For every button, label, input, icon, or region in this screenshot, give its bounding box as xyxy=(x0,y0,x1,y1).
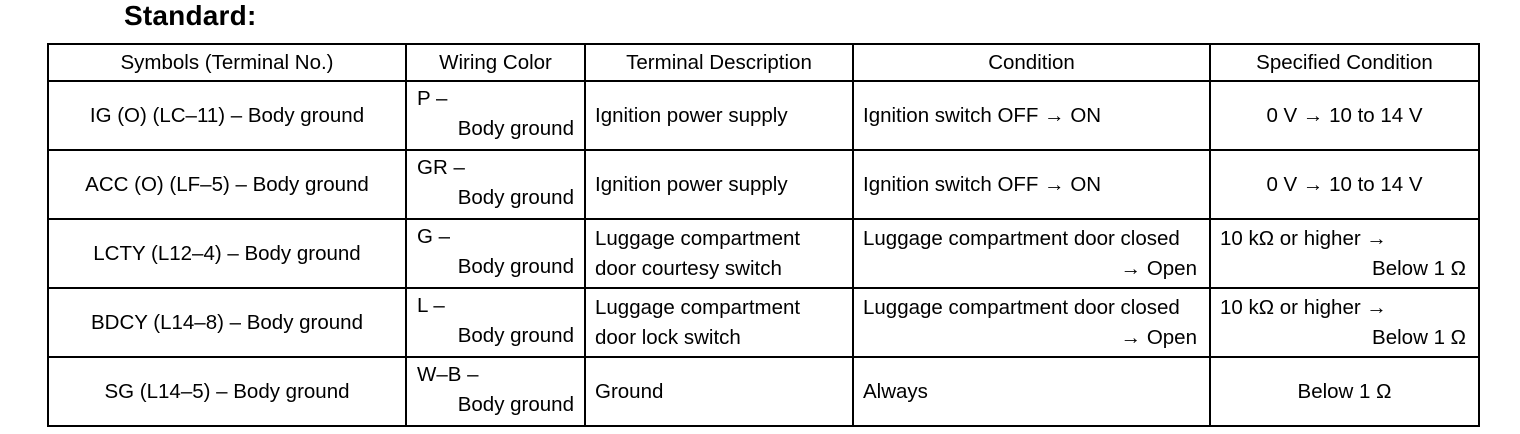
description-line-1: Luggage compartment xyxy=(595,226,801,250)
description-line-2: door courtesy switch xyxy=(595,256,782,280)
table-body xyxy=(48,81,1479,426)
header-condition: Condition xyxy=(853,44,1210,81)
specified-lines xyxy=(1211,224,1478,284)
specified-cell: 0 V → 10 to 14 V xyxy=(1210,81,1479,150)
description-cell: Ground xyxy=(585,357,853,426)
specified-line-1: 10 kΩ or higher → xyxy=(1220,295,1387,319)
specified-line-2: Below 1 Ω xyxy=(1372,325,1466,349)
condition-cell: Ignition switch OFF → ON xyxy=(853,150,1210,219)
condition-line-1: Luggage compartment door closed xyxy=(863,295,1180,319)
condition-line-2: → Open xyxy=(1120,256,1197,280)
table-row xyxy=(48,219,1479,288)
table-row xyxy=(48,150,1479,219)
symbol-cell: ACC (O) (LF–5) – Body ground xyxy=(48,150,406,219)
header-specified-condition: Specified Condition xyxy=(1210,44,1479,81)
terminal-spec-table xyxy=(47,43,1480,427)
wire-color: GR – xyxy=(417,156,465,179)
description-line-2: door lock switch xyxy=(595,325,741,349)
condition-cell: Ignition switch OFF → ON xyxy=(853,81,1210,150)
condition-lines xyxy=(854,224,1209,284)
condition-cell: Always xyxy=(853,357,1210,426)
specified-cell xyxy=(1210,288,1479,357)
wiring-color-cell xyxy=(406,288,585,357)
wire-target: Body ground xyxy=(457,255,574,278)
header-wiring-color: Wiring Color xyxy=(406,44,585,81)
header-terminal-description: Terminal Description xyxy=(585,44,853,81)
wiring-color-cell xyxy=(406,150,585,219)
specified-lines xyxy=(1211,293,1478,353)
wire-target: Body ground xyxy=(457,186,574,209)
description-cell xyxy=(585,219,853,288)
description-cell xyxy=(585,288,853,357)
table-row xyxy=(48,81,1479,150)
header-row xyxy=(48,44,1479,81)
symbol-cell: SG (L14–5) – Body ground xyxy=(48,357,406,426)
wiring-color-cell xyxy=(406,357,585,426)
wire-target: Body ground xyxy=(457,324,574,347)
description-cell: Ignition power supply xyxy=(585,150,853,219)
specified-line-2: Below 1 Ω xyxy=(1372,256,1466,280)
header-symbols: Symbols (Terminal No.) xyxy=(48,44,406,81)
wire-color: L – xyxy=(417,294,445,317)
wire-color: G – xyxy=(417,225,451,248)
wire-target: Body ground xyxy=(457,393,574,416)
condition-cell xyxy=(853,219,1210,288)
symbol-cell: IG (O) (LC–11) – Body ground xyxy=(48,81,406,150)
description-line-1: Luggage compartment xyxy=(595,295,801,319)
wire-target: Body ground xyxy=(457,117,574,140)
page-title: Standard: xyxy=(124,0,257,31)
table-row xyxy=(48,288,1479,357)
specified-line-1: 10 kΩ or higher → xyxy=(1220,226,1387,250)
wiring-color-cell xyxy=(406,219,585,288)
table-row xyxy=(48,357,1479,426)
symbol-cell: BDCY (L14–8) – Body ground xyxy=(48,288,406,357)
description-cell: Ignition power supply xyxy=(585,81,853,150)
condition-line-1: Luggage compartment door closed xyxy=(863,226,1180,250)
specified-cell xyxy=(1210,219,1479,288)
table-header xyxy=(48,44,1479,81)
condition-cell xyxy=(853,288,1210,357)
wire-color: P – xyxy=(417,87,448,110)
wire-color: W–B – xyxy=(417,363,479,386)
symbol-cell: LCTY (L12–4) – Body ground xyxy=(48,219,406,288)
specified-cell: Below 1 Ω xyxy=(1210,357,1479,426)
condition-lines xyxy=(854,293,1209,353)
specified-cell: 0 V → 10 to 14 V xyxy=(1210,150,1479,219)
wiring-color-cell xyxy=(406,81,585,150)
condition-line-2: → Open xyxy=(1120,325,1197,349)
